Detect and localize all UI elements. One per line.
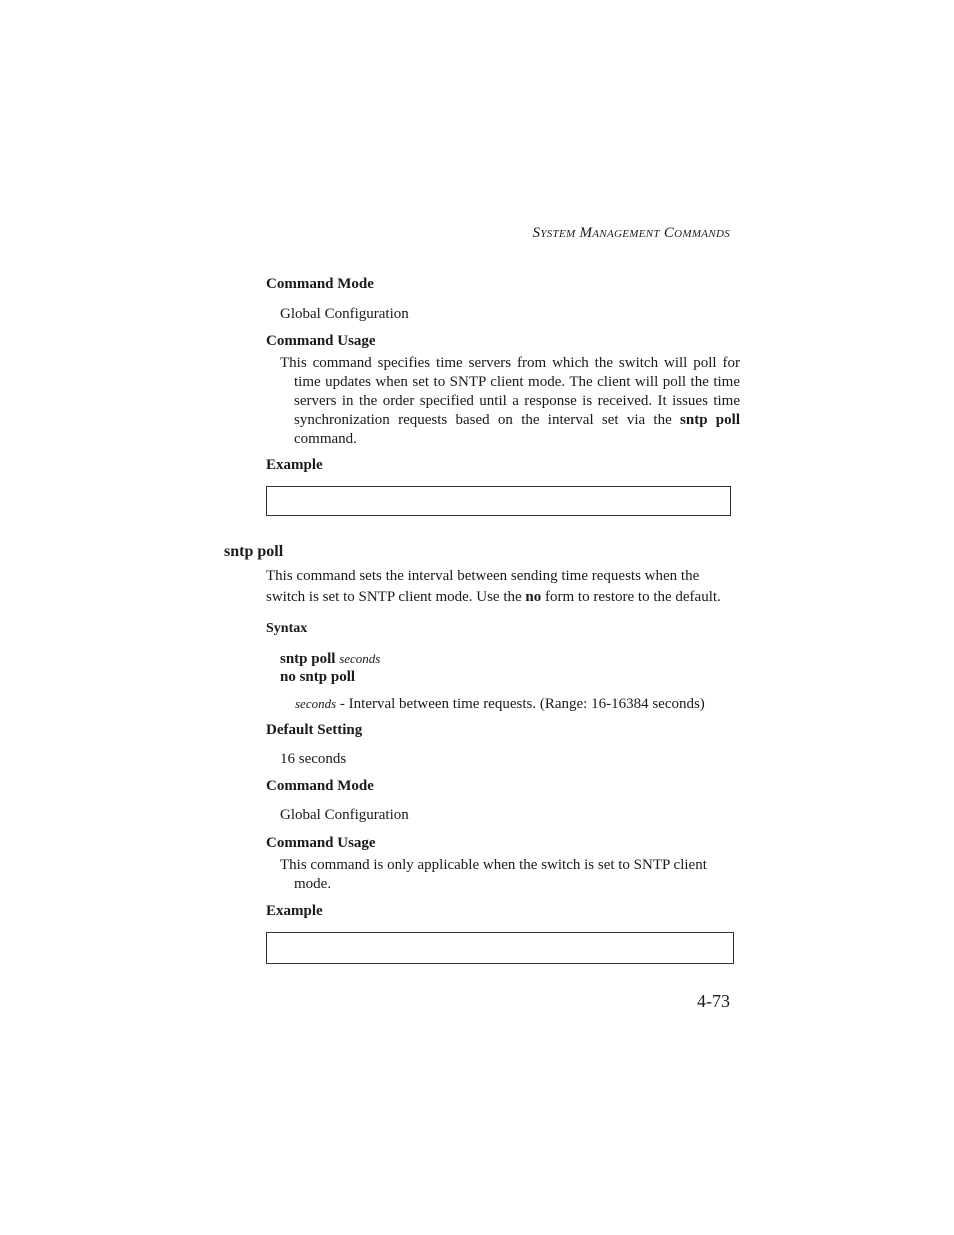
example-code-box — [266, 932, 734, 964]
example-code-box — [266, 486, 731, 516]
default-setting-heading: Default Setting — [266, 722, 363, 738]
command-mode-heading: Command Mode — [266, 276, 374, 292]
usage-text-part: command. — [294, 431, 357, 447]
syntax-heading: Syntax — [266, 621, 308, 636]
usage-text-part: This command specifies time servers from which the switch will poll for time updates when set to SNTP client mode. The client will poll the time servers in the order specified until a response is received. It issues time synchronization requests based on the interval set via the — [280, 355, 740, 428]
running-head: System Management Commands — [532, 225, 730, 241]
parameter-text: - Interval between time requests. (Range: 16-16384 seconds) — [336, 696, 705, 712]
parameter-name: seconds — [295, 696, 337, 711]
command-title: sntp poll — [224, 543, 284, 560]
description-no-keyword: no — [525, 589, 542, 605]
description-part: This command sets the interval between sending time requests when the switch is set to SNTP client mode. Use the — [266, 568, 700, 605]
description-part: form to restore to the default. — [541, 589, 721, 605]
command-usage-text — [280, 354, 740, 449]
example-heading: Example — [266, 457, 323, 473]
command-description — [266, 566, 732, 608]
syntax-no-command: no sntp poll — [280, 669, 356, 685]
example-heading: Example — [266, 903, 323, 919]
page-number: 4-73 — [697, 991, 730, 1011]
syntax-line — [280, 649, 380, 669]
usage-command-ref: sntp poll — [680, 412, 740, 428]
command-usage-heading: Command Usage — [266, 333, 376, 349]
syntax-parameter: seconds — [339, 651, 381, 666]
default-setting-value: 16 seconds — [280, 751, 347, 767]
command-usage-heading: Command Usage — [266, 835, 376, 851]
command-mode-value: Global Configuration — [280, 807, 409, 823]
syntax-command: sntp poll — [280, 651, 336, 667]
command-mode-value: Global Configuration — [280, 306, 409, 322]
parameter-description — [295, 694, 705, 714]
command-mode-heading: Command Mode — [266, 778, 374, 794]
command-usage-text: This command is only applicable when the switch is set to SNTP client mode. — [280, 857, 707, 892]
